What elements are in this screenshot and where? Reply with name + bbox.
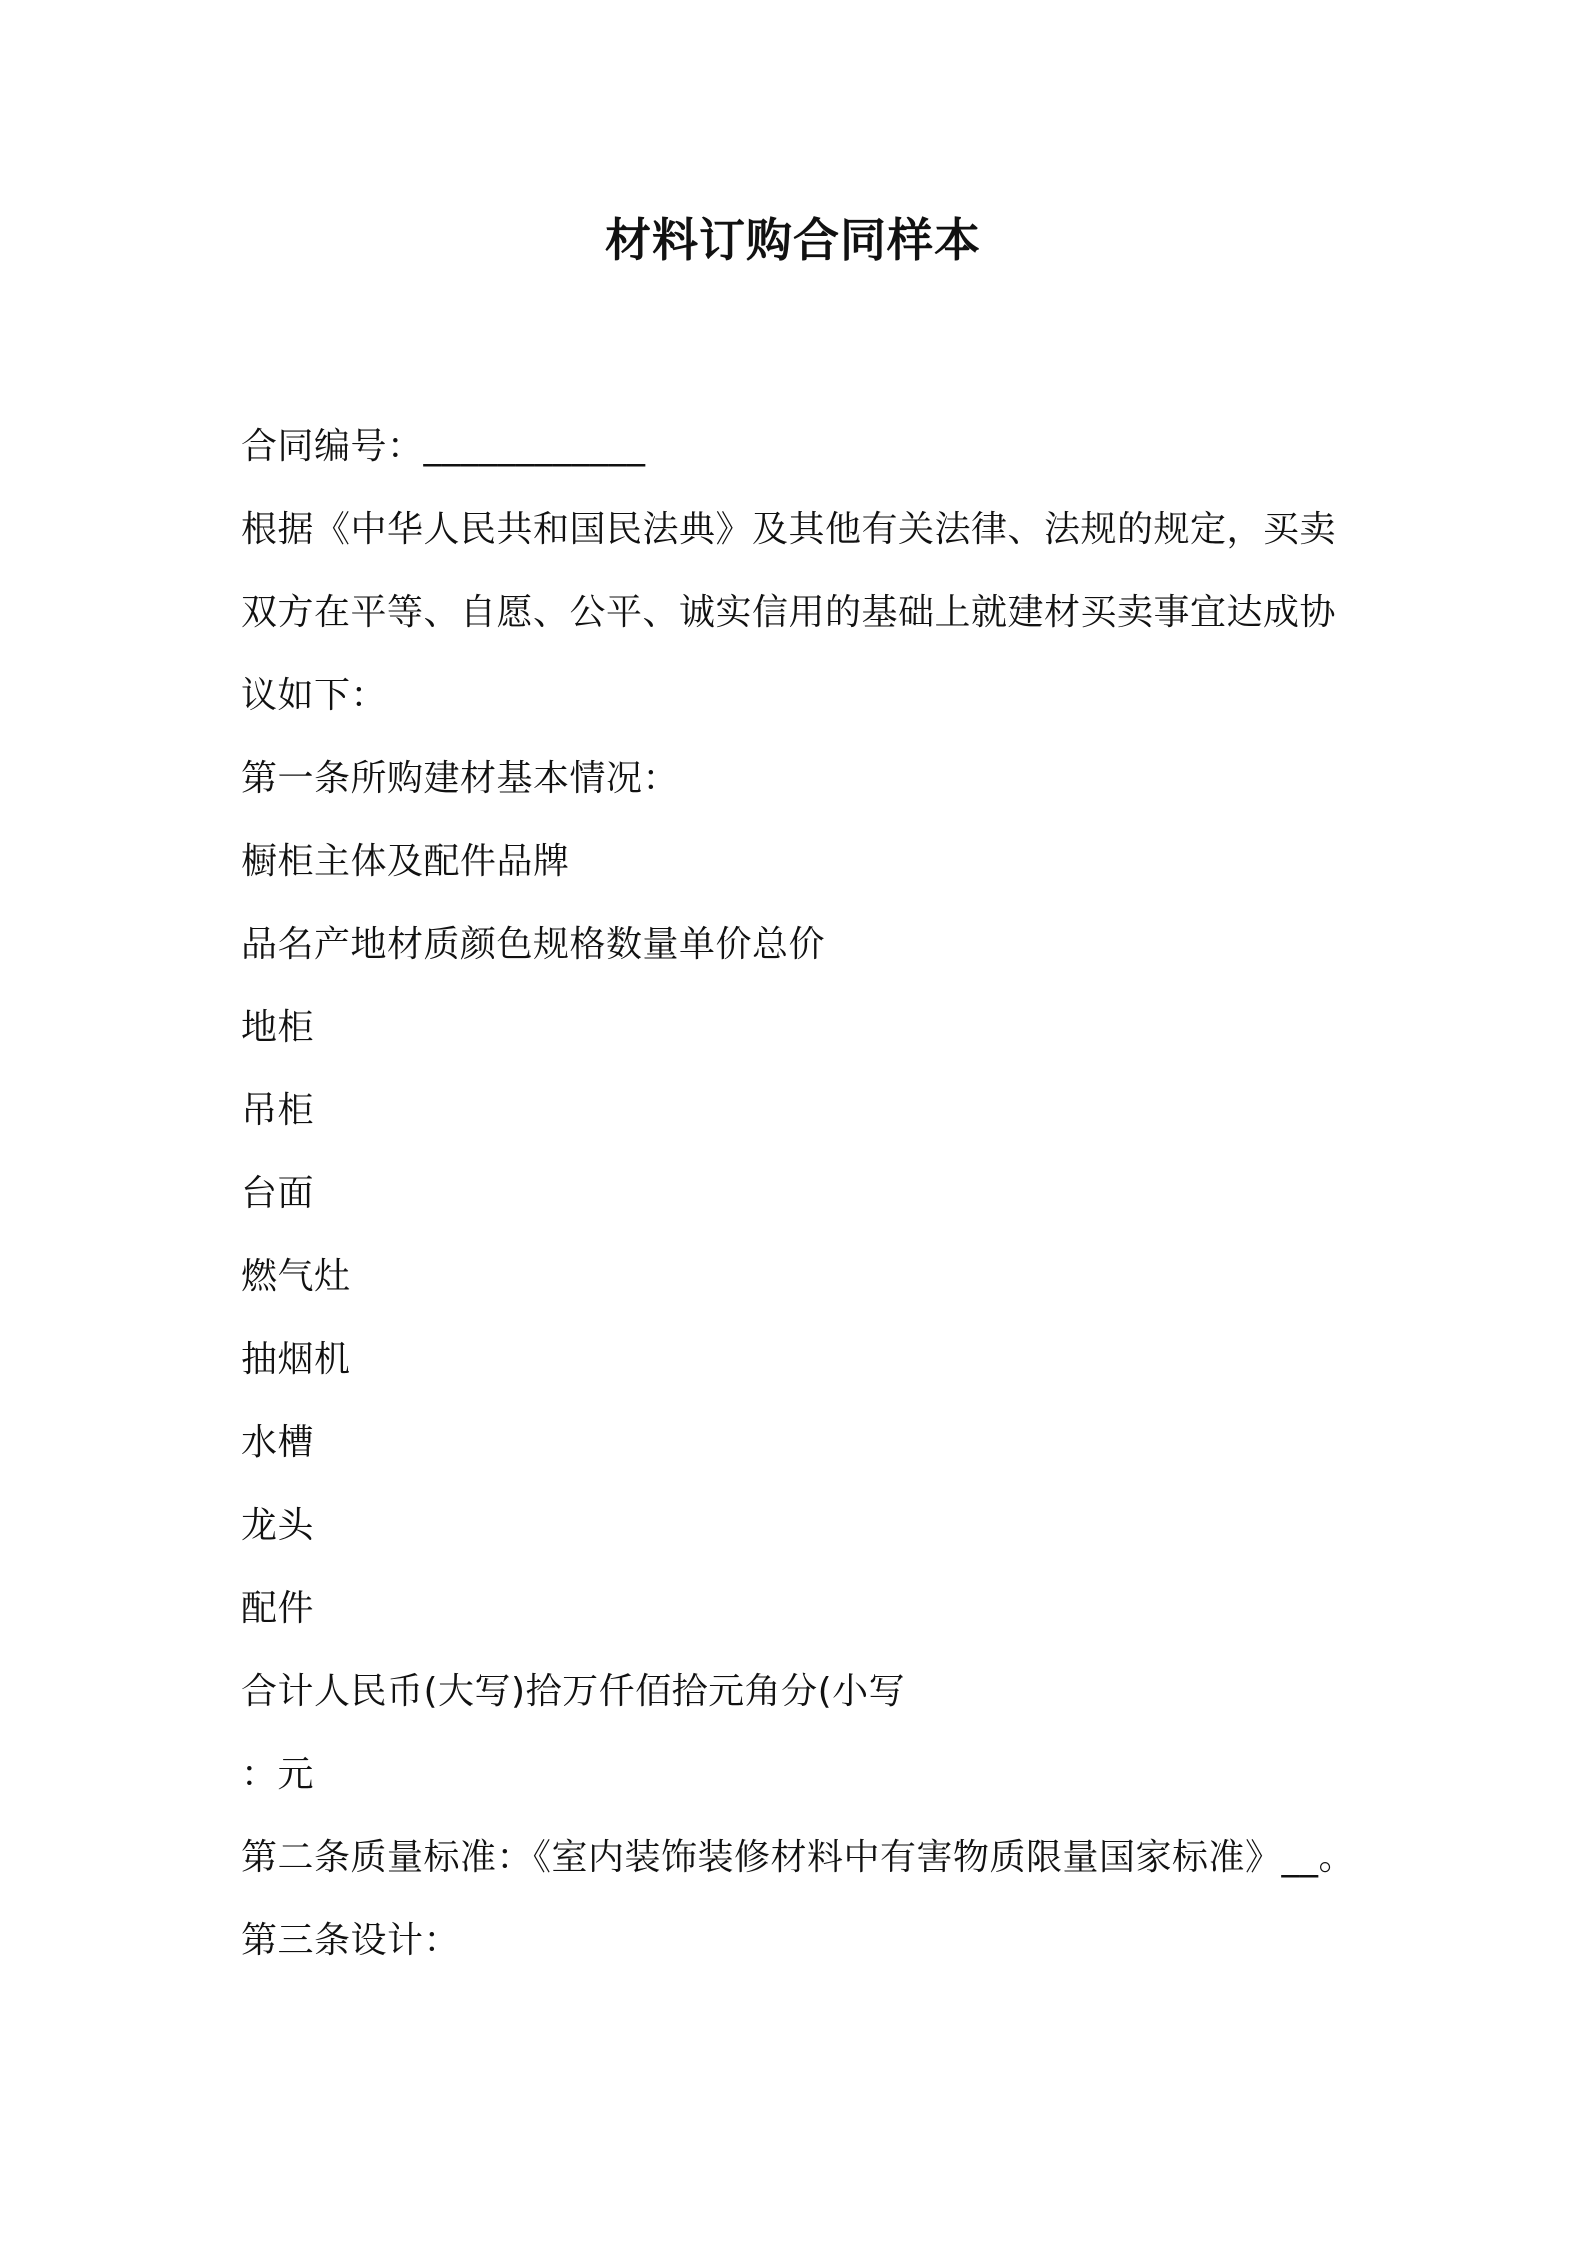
- total-amount-line: 合计人民币(大写)拾万仟佰拾元角分(小写: [241, 1671, 906, 1712]
- brand-line: 橱柜主体及配件品牌: [241, 841, 570, 882]
- item-line: 水槽: [241, 1422, 315, 1463]
- item-line: 吊柜: [241, 1090, 315, 1131]
- item-line: 龙头: [241, 1505, 315, 1546]
- item-line: 燃气灶: [241, 1256, 351, 1297]
- item-line: 地柜: [241, 1007, 315, 1048]
- item-line: 配件: [241, 1588, 315, 1629]
- preamble-line-3: 议如下：: [241, 675, 388, 716]
- document-title: 材料订购合同样本: [605, 213, 981, 267]
- total-amount-line-cont: ：元: [241, 1754, 315, 1795]
- contract-number-line: 合同编号：____________: [241, 426, 646, 467]
- article-1-heading: 第一条所购建材基本情况：: [241, 758, 680, 799]
- document-body: [241, 405, 1381, 1982]
- item-columns-line: 品名产地材质颜色规格数量单价总价: [241, 924, 826, 965]
- item-line: 台面: [241, 1173, 315, 1214]
- item-line: 抽烟机: [241, 1339, 351, 1380]
- article-3-heading: 第三条设计：: [241, 1920, 461, 1961]
- article-2-line: 第二条质量标准：《室内装饰装修材料中有害物质限量国家标准》__。: [241, 1837, 1356, 1878]
- preamble-line-2: 双方在平等、自愿、公平、诚实信用的基础上就建材买卖事宜达成协: [241, 592, 1337, 633]
- preamble-line-1: 根据《中华人民共和国民法典》及其他有关法律、法规的规定，买卖: [241, 509, 1337, 550]
